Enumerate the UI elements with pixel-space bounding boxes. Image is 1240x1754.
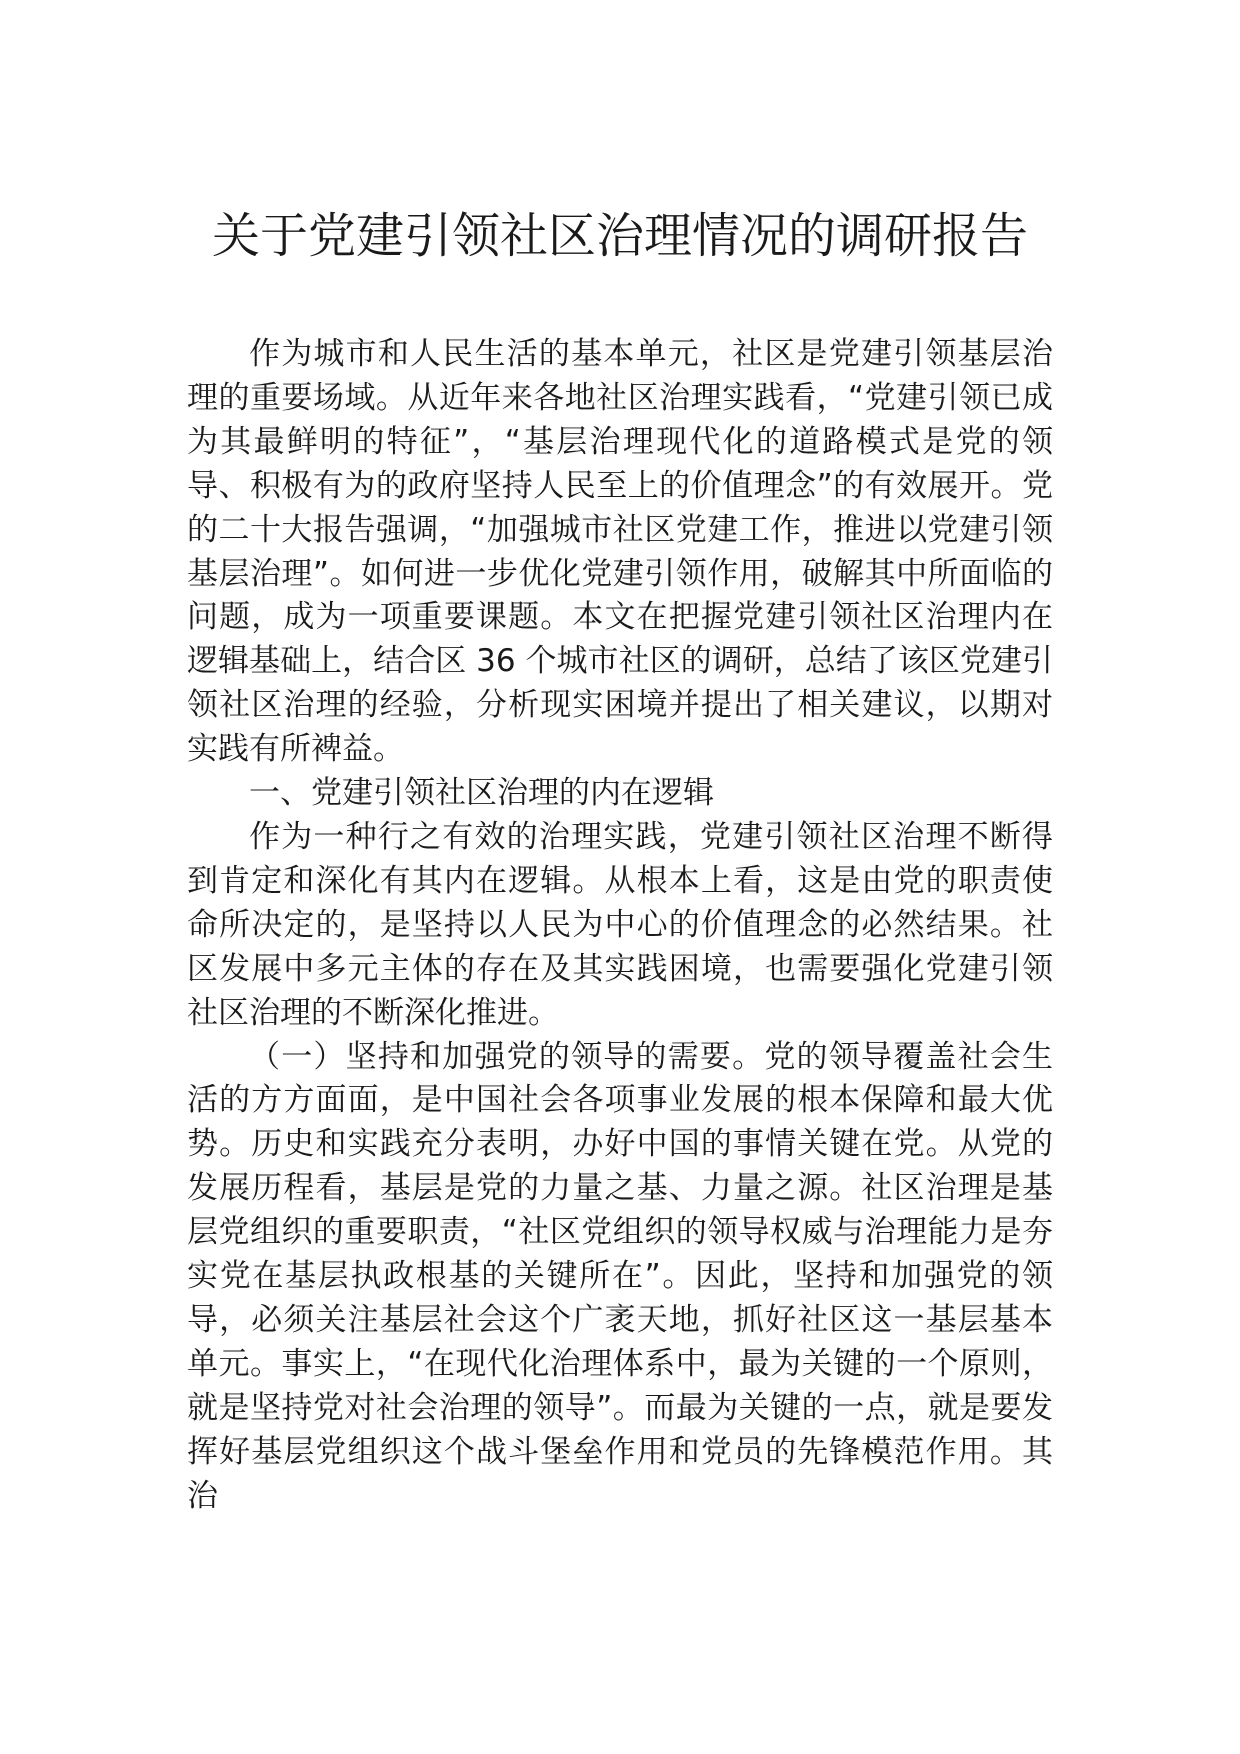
document-title: 关于党建引领社区治理情况的调研报告: [211, 208, 1028, 264]
paragraph-intro: 作为城市和人民生活的基本单元，社区是党建引领基层治理的重要场域。从近年来各地社区治理实践看，“党建引领已成为其最鲜明的特征”，“基层治理现代化的道路模式是党的领导、积极有为的政府坚持人民至上的价值理念”的有效展开。党的二十大报告强调，“加强城市社区党建工作，推进以党建引领基层治理”。如何进一步优化党建引领作用，破解其中所面临的问题，成为一项重要课题。本文在把握党建引领社区治理内在逻辑基础上，结合区 36 个城市社区的调研，总结了该区党建引领社区治理的经验，分析现实困境并提出了相关建议，以期对实践有所裨益。: [187, 336, 1053, 768]
document-body: [187, 333, 1053, 1518]
paragraph-section-1: 作为一种行之有效的治理实践，党建引领社区治理不断得到肯定和深化有其内在逻辑。从根本上看，这是由党的职责使命所决定的，是坚持以人民为中心的价值理念的必然结果。社区发展中多元主体的存在及其实践困境，也需要强化党建引领社区治理的不断深化推进。: [187, 818, 1053, 1031]
paragraph-subsection-1: （一）坚持和加强党的领导的需要。党的领导覆盖社会生活的方方面面，是中国社会各项事业发展的根本保障和最大优势。历史和实践充分表明，办好中国的事情关键在党。从党的发展历程看，基层是党的力量之基、力量之源。社区治理是基层党组织的重要职责，“社区党组织的领导权威与治理能力是夯实党在基层执政根基的关键所在”。因此，坚持和加强党的领导，必须关注基层社会这个广袤天地，抓好社区这一基层基本单元。事实上，“在现代化治理体系中，最为关键的一个原则，就是坚持党对社会治理的领导”。而最为关键的一点，就是要发挥好基层党组织这个战斗堡垒作用和党员的先锋模范作用。其治: [187, 1038, 1053, 1514]
section-heading-1: 一、党建引领社区治理的内在逻辑: [249, 775, 714, 812]
